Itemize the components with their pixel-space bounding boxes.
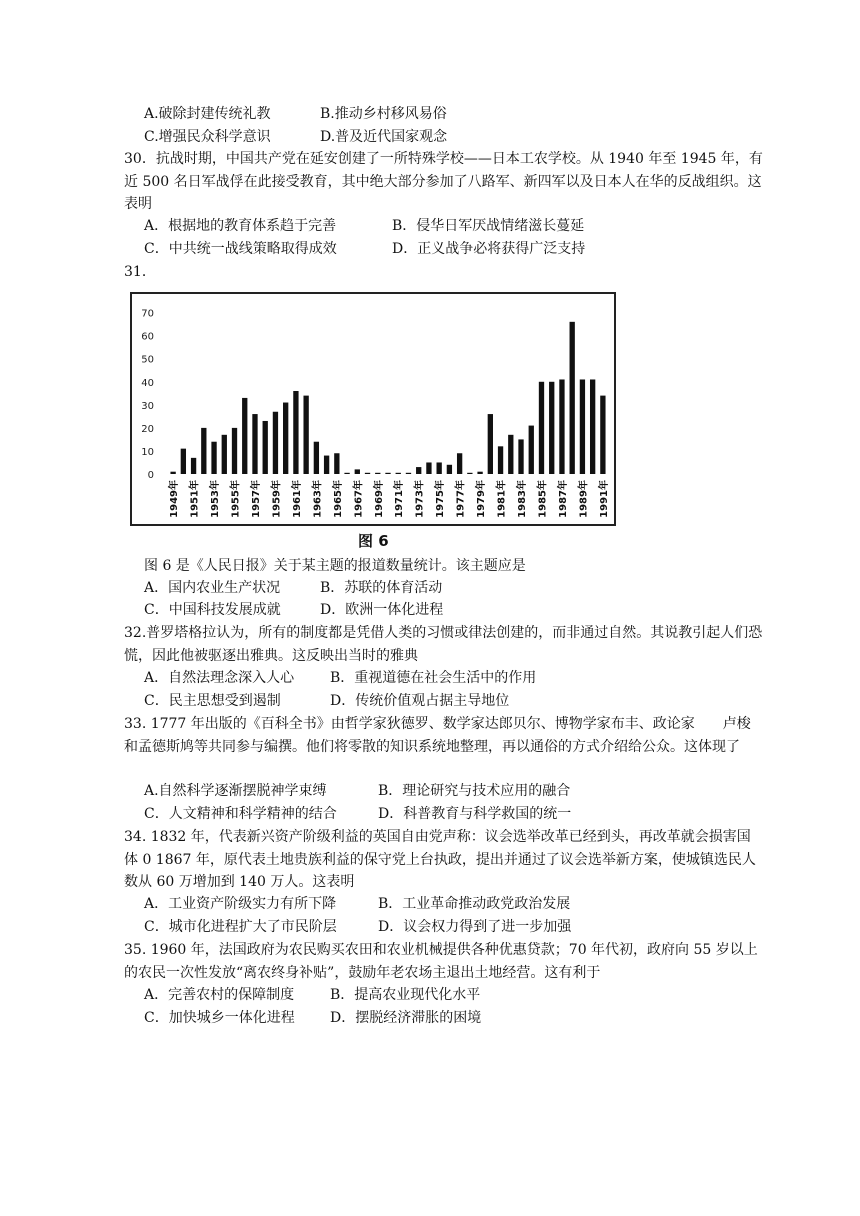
q30-option-c: C．中共统一战线策略取得成效 — [144, 241, 337, 257]
chart-bar — [191, 458, 196, 474]
chart-bar — [396, 473, 401, 474]
q31-stem: 图 6 是《人民日报》关于某主题的报道数量统计。该主题应是 — [144, 558, 526, 574]
x-tick-label: 1955年 — [230, 480, 242, 518]
chart-bar — [406, 473, 411, 474]
q34-option-a: A．工业资产阶级实力有所下降 — [144, 896, 337, 912]
x-tick-label: 1967年 — [353, 480, 365, 518]
chart-bar — [488, 414, 493, 474]
q31-option-c: C．中国科技发展成就 — [144, 602, 281, 618]
q35-option-c: C．加快城乡一体化进程 — [144, 1010, 295, 1026]
y-tick-label: 10 — [141, 446, 154, 458]
y-tick-label: 20 — [141, 423, 154, 435]
q31-number: 31． — [124, 264, 156, 280]
q32-stem: 32.普罗塔格拉认为，所有的制度都是凭借人类的习惯或律法创建的，而非通过自然。其说教引起人们恐慌，因此他被驱逐出雅典。这反映出当时的雅典 — [124, 625, 763, 664]
q29-option-b: B.推动乡村移风易俗 — [320, 106, 447, 122]
x-tick-label: 1985年 — [537, 480, 549, 518]
q32-option-a: A．自然法理念深入人心 — [144, 670, 295, 686]
chart-bar — [201, 428, 206, 474]
chart-bar — [447, 465, 452, 474]
q34-option-b: B．工业革命推动政党政治发展 — [378, 896, 571, 912]
q29-option-d: D.普及近代国家观念 — [320, 129, 448, 145]
x-tick-label: 1951年 — [189, 480, 201, 518]
x-tick-label: 1971年 — [394, 480, 406, 518]
q35-stem: 35. 1960 年，法国政府为农民购买农田和农业机械提供各种优惠贷款；70 年代初，政府向 55 岁以上的农民一次性发放“离农终身补贴”，鼓励年老农场主退出土地经营。这有利于 — [124, 942, 758, 981]
chart-bar — [252, 414, 257, 474]
chart-bar — [457, 453, 462, 474]
q32-option-c: C．民主思想受到遏制 — [144, 693, 281, 709]
chart-bar — [303, 396, 308, 474]
y-tick-label: 60 — [141, 331, 154, 343]
q32-option-b: B．重视道德在社会生活中的作用 — [330, 670, 537, 686]
x-tick-label: 1979年 — [476, 480, 488, 518]
q33-option-d: D．科普教育与科学救国的统一 — [378, 806, 572, 822]
chart-bar — [385, 473, 390, 474]
x-tick-label: 1961年 — [291, 480, 303, 518]
chart-bar — [508, 435, 513, 474]
q33-option-c: C．人文精神和科学精神的结合 — [144, 806, 337, 822]
chart-bar — [314, 442, 319, 474]
chart-bar — [365, 473, 370, 474]
x-tick-label: 1953年 — [210, 480, 222, 518]
chart-bar — [580, 379, 585, 474]
x-tick-label: 1969年 — [373, 480, 385, 518]
chart-bar — [355, 469, 360, 474]
x-tick-label: 1963年 — [312, 480, 324, 518]
figure-label: 图 6 — [358, 532, 389, 550]
chart-bar — [529, 426, 534, 474]
q35-option-a: A．完善农村的保障制度 — [144, 987, 295, 1003]
q29-option-a: A.破除封建传统礼教 — [144, 106, 271, 122]
chart-bar — [539, 382, 544, 474]
chart-bar — [222, 435, 227, 474]
chart-bar — [283, 403, 288, 474]
bar-chart — [130, 292, 616, 526]
x-tick-label: 1981年 — [496, 480, 508, 518]
q35-option-b: B．提高农业现代化水平 — [330, 987, 481, 1003]
chart-bar — [170, 472, 175, 474]
q34-option-c: C．城市化进程扩大了市民阶层 — [144, 919, 337, 935]
y-tick-label: 40 — [141, 377, 154, 389]
chart-bar — [600, 396, 605, 474]
chart-bar — [334, 453, 339, 474]
bar-chart-svg — [132, 294, 614, 524]
q30-option-d: D．正义战争必将获得广泛支持 — [392, 241, 586, 257]
y-tick-label: 50 — [141, 354, 154, 366]
q30-option-b: B．侵华日军厌战情绪滋长蔓延 — [392, 218, 585, 234]
chart-bar — [570, 322, 575, 474]
chart-bar — [273, 412, 278, 474]
chart-bar — [211, 442, 216, 474]
q29-option-c: C.增强民众科学意识 — [144, 129, 271, 145]
chart-bar — [549, 382, 554, 474]
chart-bar — [416, 467, 421, 474]
chart-bar — [518, 439, 523, 474]
x-tick-label: 1987年 — [557, 480, 569, 518]
chart-bar — [477, 472, 482, 474]
q30-option-a: A．根据地的教育体系趋于完善 — [144, 218, 337, 234]
chart-bar — [437, 462, 442, 474]
chart-bar — [375, 473, 380, 474]
q33-option-b: B．理论研究与技术应用的融合 — [378, 783, 571, 799]
chart-bar — [590, 379, 595, 474]
y-tick-label: 0 — [147, 470, 154, 481]
q34-stem: 34. 1832 年，代表新兴资产阶级利益的英国自由党声称：议会选举改革已经到头，再改革就会损害国体 0 1867 年，原代表土地贵族利益的保守党上台执政，提出并通过了议会选举新方案，使城镇选民人数从 60 万增加到 140 万人。这表明 — [124, 829, 756, 890]
chart-bar — [242, 398, 247, 474]
q31-option-d: D．欧洲一体化进程 — [320, 602, 444, 618]
chart-bar — [324, 456, 329, 474]
chart-bar — [263, 421, 268, 474]
x-tick-label: 1991年 — [598, 480, 610, 518]
y-tick-label: 30 — [141, 400, 154, 412]
chart-bar — [344, 473, 349, 474]
chart-bar — [498, 446, 503, 474]
chart-bar — [181, 449, 186, 474]
chart-bar — [426, 462, 431, 474]
chart-bar — [559, 379, 564, 474]
x-tick-label: 1965年 — [332, 480, 344, 518]
chart-bar — [293, 391, 298, 474]
q33-stem: 33. 1777 年出版的《百科全书》由哲学家狄德罗、数学家达郎贝尔、博物学家布丰、政论家 卢梭和孟德斯鸠等共同参与编撰。他们将零散的知识系统地整理，再以通俗的方式介绍给公众。这体现了 — [124, 716, 751, 755]
chart-bar — [232, 428, 237, 474]
x-tick-label: 1949年 — [169, 480, 181, 518]
x-tick-label: 1983年 — [517, 480, 529, 518]
q31-option-b: B．苏联的体育活动 — [320, 580, 443, 596]
q34-option-d: D．议会权力得到了进一步加强 — [378, 919, 572, 935]
x-tick-label: 1973年 — [414, 480, 426, 518]
x-tick-label: 1975年 — [435, 480, 447, 518]
q31-option-a: A．国内农业生产状况 — [144, 580, 281, 596]
x-tick-label: 1957年 — [250, 480, 262, 518]
x-tick-label: 1989年 — [578, 480, 590, 518]
q35-option-d: D．摆脱经济滞胀的困境 — [330, 1010, 482, 1026]
q30-stem: 30．抗战时期，中国共产党在延安创建了一所特殊学校——日本工农学校。从 1940 年至 1945 年，有近 500 名日军战俘在此接受教育，其中绝大部分参加了八路军、新四军以及日本人在华的反战组织。这表明 — [124, 151, 763, 212]
x-tick-label: 1959年 — [271, 480, 283, 518]
q32-option-d: D．传统价值观占据主导地位 — [330, 693, 510, 709]
y-tick-label: 70 — [141, 308, 154, 320]
q33-option-a: A.自然科学逐渐摆脱神学束缚 — [144, 783, 327, 799]
chart-bar — [467, 473, 472, 474]
x-tick-label: 1977年 — [455, 480, 467, 518]
